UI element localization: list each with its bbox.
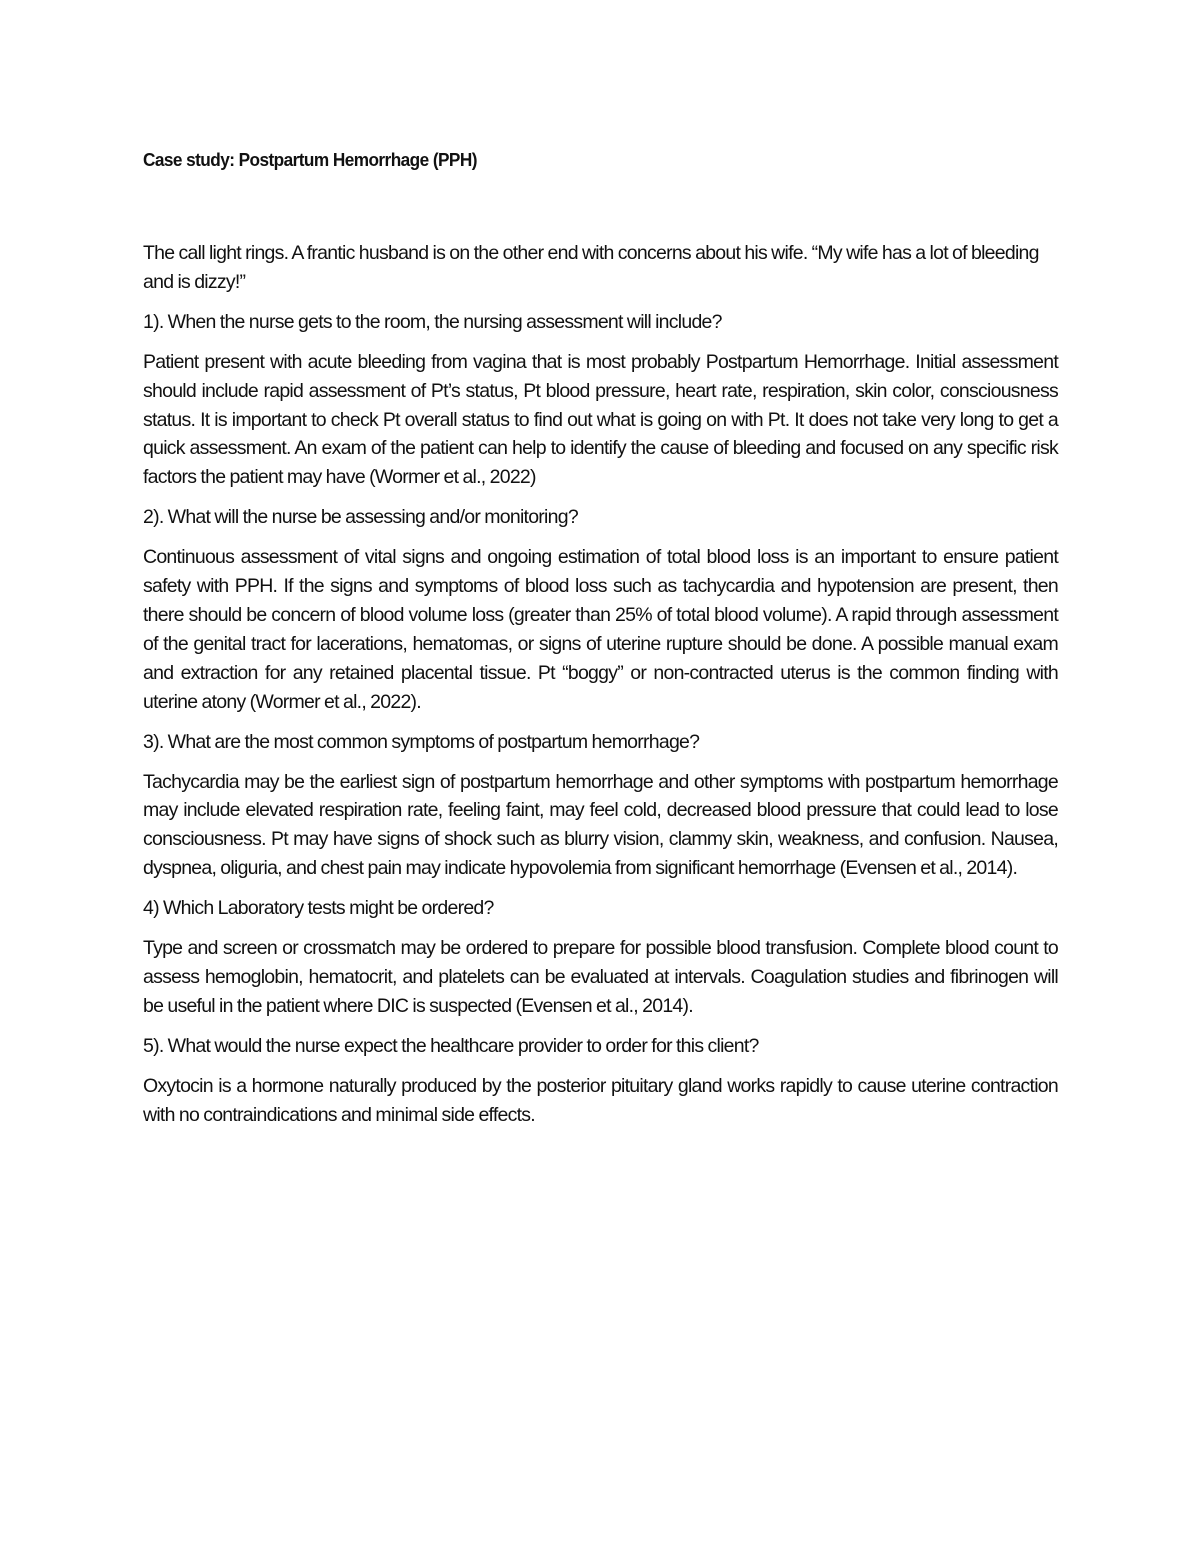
section-3: [143, 728, 1058, 884]
answer-1: Patient present with acute bleeding from vagina that is most probably Postpartum Hemorrhage. Initial assessment should include rapid assessment of Pt’s status, Pt blood pressure, heart rate, respiration, skin color, consciousness status. It is important to check Pt overall status to find out what is going on with Pt. It does not take very long to get a quick assessment. An exam of the patient can help to identify the cause of bleeding and focused on any specific risk factors the patient may have (Wormer et al., 2022): [143, 350, 1058, 489]
section-4: [143, 894, 1058, 1021]
question-5: 5). What would the nurse expect the healthcare provider to order for this client?: [143, 1034, 759, 1057]
intro-paragraph: The call light rings. A frantic husband is on the other end with concerns about his wife. “My wife has a lot of bleeding and is dizzy!”: [143, 242, 1039, 293]
answer-3: Tachycardia may be the earliest sign of postpartum hemorrhage and other symptoms with postpartum hemorrhage may include elevated respiration rate, feeling faint, may feel cold, decreased blood pressure that could lead to lose consciousness. Pt may have signs of shock such as blurry vision, clammy skin, weakness, and confusion. Nausea, dyspnea, oliguria, and chest pain may indicate hypovolemia from significant hemorrhage (Evensen et al., 2014).: [143, 770, 1058, 880]
section-5: [143, 1032, 1058, 1130]
question-2: 2). What will the nurse be assessing and/or monitoring?: [143, 506, 578, 529]
section-2: [143, 503, 1058, 716]
answer-2: Continuous assessment of vital signs and ongoing estimation of total blood loss is an important to ensure patient safety with PPH. If the signs and symptoms of blood loss such as tachycardia and hypotension are present, then there should be concern of blood volume loss (greater than 25% of total blood volume). A rapid through assessment of the genital tract for lacerations, hematomas, or signs of uterine rupture should be done. A possible manual exam and extraction for any retained placental tissue. Pt “boggy” or non-contracted uterus is the common finding with uterine atony (Wormer et al., 2022).: [143, 546, 1058, 713]
answer-4: Type and screen or crossmatch may be ordered to prepare for possible blood transfusion. Complete blood count to assess hemoglobin, hematocrit, and platelets can be evaluated at intervals. Coagulation studies and fibrinogen will be useful in the patient where DIC is suspected (Evensen et al., 2014).: [143, 937, 1058, 1017]
question-4: 4) Which Laboratory tests might be ordered?: [143, 897, 494, 920]
question-1: 1). When the nurse gets to the room, the nursing assessment will include?: [143, 310, 722, 333]
document-title: Case study: Postpartum Hemorrhage (PPH): [143, 149, 477, 170]
document-page: [143, 148, 1058, 1140]
question-3: 3). What are the most common symptoms of postpartum hemorrhage?: [143, 730, 700, 753]
answer-5: Oxytocin is a hormone naturally produced by the posterior pituitary gland works rapidly to cause uterine contraction with no contraindications and minimal side effects.: [143, 1074, 1058, 1126]
section-1: [143, 308, 1058, 492]
